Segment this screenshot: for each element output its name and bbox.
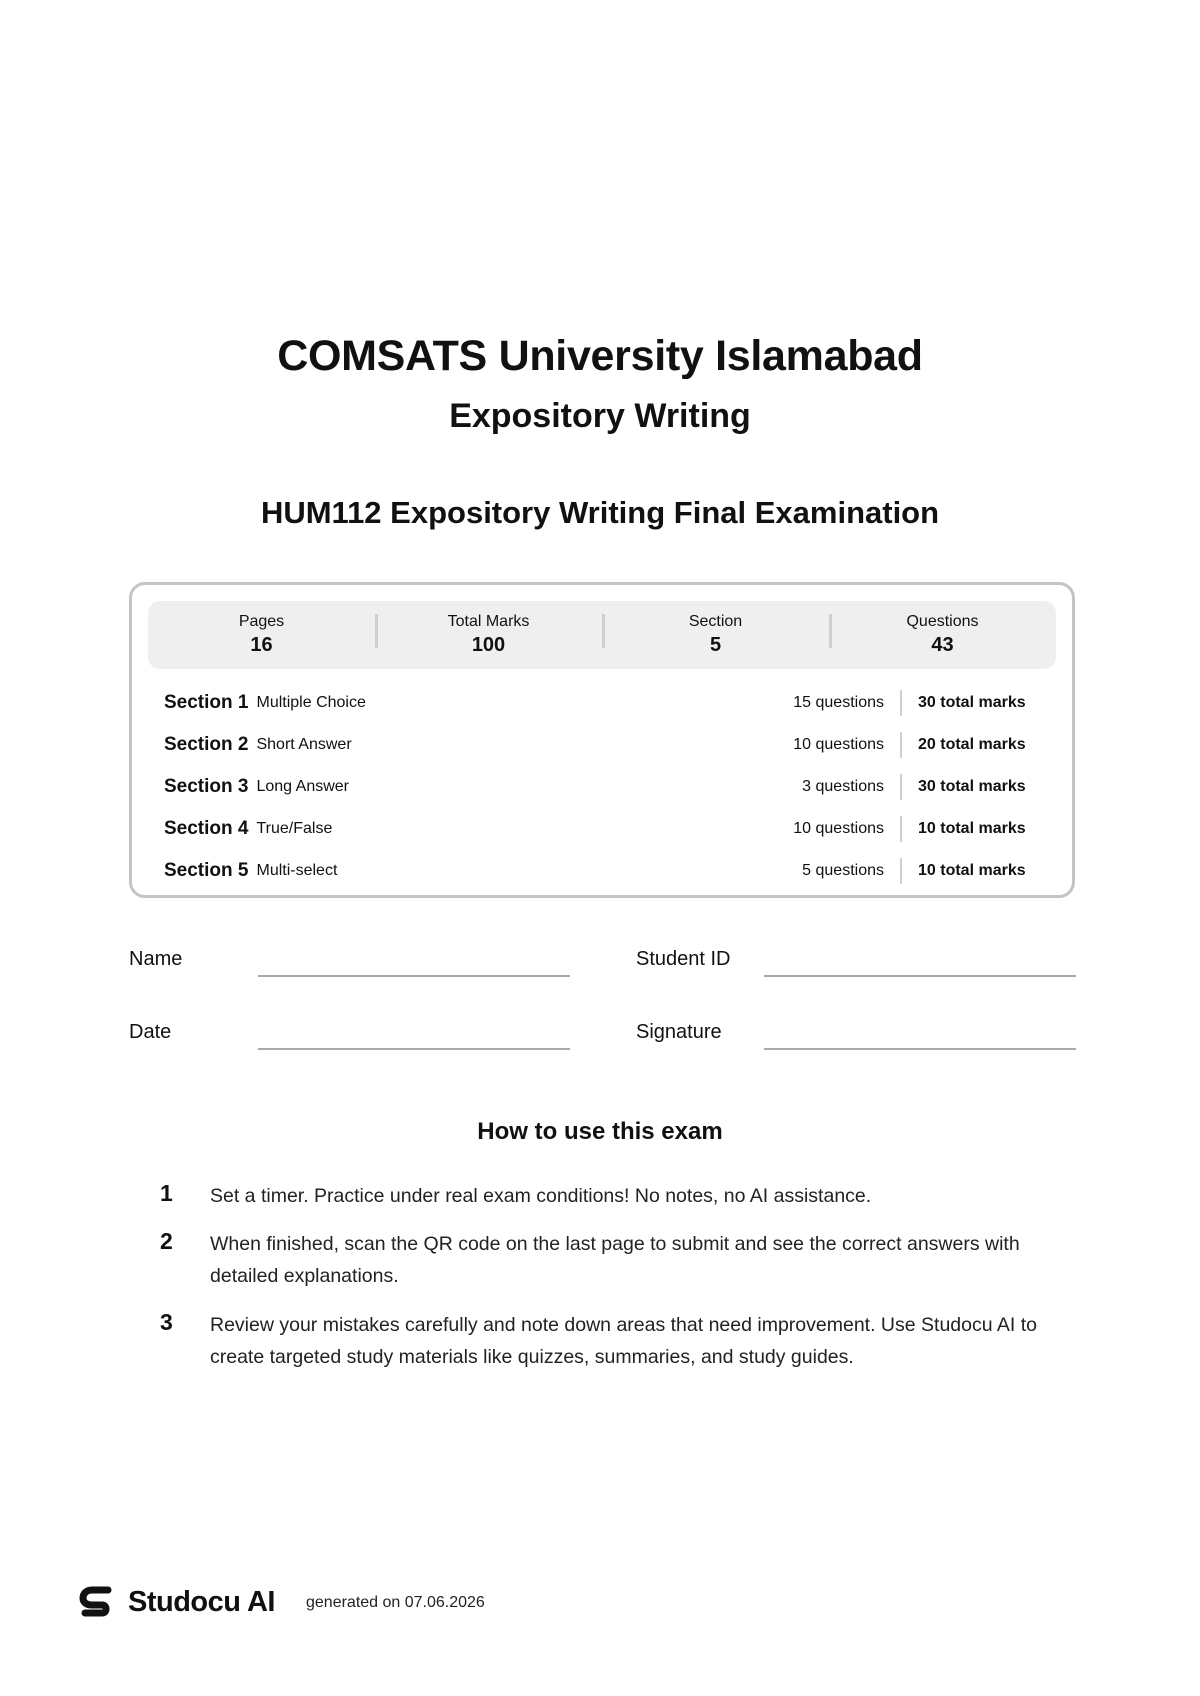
stat-pages [148, 612, 375, 658]
section-question-count: 3 questions [802, 778, 884, 795]
section-row [164, 772, 1042, 802]
section-marks: 20 total marks [900, 732, 1042, 758]
stat-value: 43 [931, 634, 954, 656]
section-question-count: 15 questions [793, 694, 884, 711]
stat-value: 5 [709, 634, 722, 656]
date-field[interactable] [258, 1048, 570, 1050]
course-subtitle: Expository Writing [449, 397, 751, 435]
section-name: Section 3 [164, 776, 249, 797]
stat-total-marks [375, 612, 602, 658]
section-name: Section 2 [164, 734, 249, 755]
section-name: Section 5 [164, 860, 249, 881]
section-question-count: 10 questions [793, 820, 884, 837]
step-text: Set a timer. Practice under real exam conditions! No notes, no AI assistance. [210, 1185, 872, 1207]
exam-title: HUM112 Expository Writing Final Examination [260, 495, 940, 530]
section-row [164, 856, 1042, 886]
section-marks: 10 total marks [900, 816, 1042, 842]
section-question-count: 10 questions [793, 736, 884, 753]
stats-bar [148, 601, 1056, 669]
step-number: 3 [160, 1309, 173, 1335]
stat-sections [602, 612, 829, 658]
section-type: True/False [256, 820, 333, 837]
section-name: Section 4 [164, 818, 249, 839]
step-text: Review your mistakes carefully and note down areas that need improvement. Use Studocu AI to create targeted study materials like quizzes, summaries, and study guides. [210, 1314, 1038, 1368]
stat-label: Pages [238, 613, 285, 630]
footer-brand: Studocu AI [128, 1586, 275, 1618]
stat-value: 16 [250, 634, 273, 656]
student-id-field[interactable] [764, 975, 1076, 977]
date-label: Date [129, 1021, 172, 1043]
student-id-label: Student ID [636, 948, 731, 970]
step-text: When finished, scan the QR code on the last page to submit and see the correct answers with detailed explanations. [210, 1233, 1020, 1287]
studocu-logo-icon [78, 1584, 116, 1622]
signature-label: Signature [636, 1021, 722, 1043]
stat-label: Total Marks [447, 613, 530, 630]
section-row [164, 730, 1042, 760]
signature-field[interactable] [764, 1048, 1076, 1050]
stat-label: Questions [906, 613, 979, 630]
section-row [164, 688, 1042, 718]
section-name: Section 1 [164, 692, 249, 713]
section-type: Multiple Choice [256, 694, 366, 711]
section-marks: 10 total marks [900, 858, 1042, 884]
stat-value: 100 [471, 634, 506, 656]
generated-date: generated on 07.06.2026 [306, 1594, 485, 1611]
step-number: 2 [160, 1228, 173, 1254]
section-type: Long Answer [256, 778, 349, 795]
exam-summary-card [129, 582, 1075, 898]
step-number: 1 [160, 1180, 173, 1206]
section-type: Short Answer [256, 736, 352, 753]
name-field[interactable] [258, 975, 570, 977]
stat-label: Section [688, 613, 743, 630]
section-type: Multi-select [256, 862, 338, 879]
stat-questions [829, 612, 1056, 658]
name-label: Name [129, 948, 183, 970]
howto-title: How to use this exam [477, 1118, 723, 1145]
section-row [164, 814, 1042, 844]
university-title: COMSATS University Islamabad [277, 332, 923, 380]
section-question-count: 5 questions [802, 862, 884, 879]
section-marks: 30 total marks [900, 774, 1042, 800]
section-marks: 30 total marks [900, 690, 1042, 716]
